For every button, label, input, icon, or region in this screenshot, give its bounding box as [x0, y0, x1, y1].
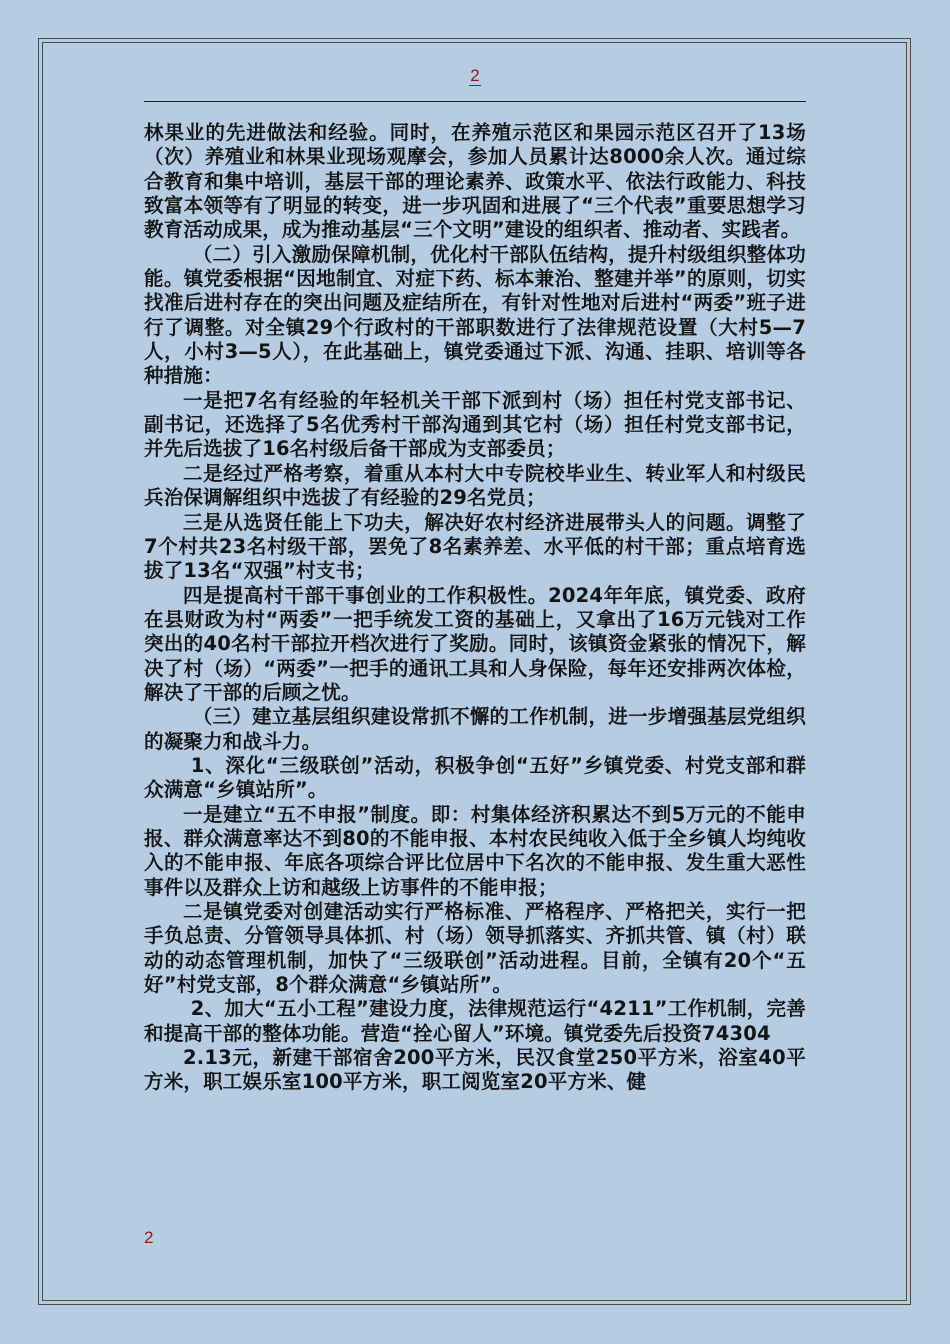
- paragraph-item-one-b: 二是镇党委对创建活动实行严格标准、严格程序、严格把关，实行一把手负总责、分管领导具体抓、村（场）领导抓落实、齐抓共管、镇（村）联动的动态管理机制，加快了“三级联创”活动进程。目前，全镇有20个“五好”村党支部，8个群众满意“乡镇站所”。: [144, 900, 806, 997]
- paragraph-measure-two: 二是经过严格考察，着重从本村大中专院校毕业生、转业军人和村级民兵治保调解组织中选拔了有经验的29名党员；: [144, 461, 806, 510]
- paragraph-item-two-cont: 2.13元，新建干部宿舍200平方米，民汉食堂250平方米，浴室40平方米，职工娱乐室100平方米，职工阅览室20平方米、健: [144, 1046, 806, 1094]
- footer-page-number: 2: [144, 1228, 154, 1247]
- paragraph-measure-one: 一是把7名有经验的年轻机关干部下派到村（场）担任村党支部书记、副书记，还选择了5名优秀村干部沟通到其它村（场）担任村党支部书记，并先后选拔了16名村级后备干部成为支部委员；: [144, 388, 806, 461]
- paragraph-item-one: 1、深化“三级联创”活动，积极争创“五好”乡镇党委、村党支部和群众满意“乡镇站所”。: [144, 753, 806, 802]
- paragraph-measure-three: 三是从选贤任能上下功夫，解决好农村经济进展带头人的问题。调整了7个村共23名村级干部，罢免了8名素养差、水平低的村干部；重点培育选拔了13名“双强”村支书；: [144, 510, 806, 583]
- header-page-number-text: 2: [470, 66, 480, 85]
- paragraph-section-three: （三）建立基层组织建设常抓不懈的工作机制，进一步增强基层党组织的凝聚力和战斗力。: [144, 705, 806, 753]
- paragraph-item-one-a: 一是建立“五不申报”制度。即：村集体经济积累达不到5万元的不能申报、群众满意率达不到80的不能申报、本村农民纯收入低于全乡镇人均纯收入的不能申报、年底各项综合评比位居中下名次的不能申报、发生重大恶性事件以及群众上访和越级上访事件的不能申报；: [144, 802, 806, 899]
- paragraph-measure-four: 四是提高村干部干事创业的工作积极性。2024年年底，镇党委、政府在县财政为村“两委”一把手统发工资的基础上，又拿出了16万元钱对工作突出的40名村干部拉开档次进行了奖励。同时，该镇资金紧张的情况下，解决了村（场）“两委”一把手的通讯工具和人身保险，每年还安排两次体检，解决了干部的后顾之忧。: [144, 583, 806, 704]
- document-body: [144, 121, 806, 1095]
- header-divider: [144, 101, 806, 102]
- paragraph-continuation: 林果业的先进做法和经验。同时，在养殖示范区和果园示范区召开了13场（次）养殖业和林果业现场观摩会，参加人员累计达8000余人次。通过综合教育和集中培训，基层干部的理论素养、政策水平、依法行政能力、科技致富本领等有了明显的转变，进一步巩固和进展了“三个代表”重要思想学习教育活动成果，成为推动基层“三个文明”建设的组织者、推动者、实践者。: [144, 121, 806, 242]
- paragraph-section-two: （二）引入激励保障机制，优化村干部队伍结构，提升村级组织整体功能。镇党委根据“因地制宜、对症下药、标本兼治、整建并举”的原则，切实找准后进村存在的突出问题及症结所在，有针对性地对后进村“两委”班子进行了调整。对全镇29个行政村的干部职数进行了法律规范设置（大村5—7人，小村3—5人），在此基础上，镇党委通过下派、沟通、挂职、培训等各种措施：: [144, 242, 806, 388]
- paragraph-item-two: 2、加大“五小工程”建设力度，法律规范运行“4211”工作机制，完善和提高干部的整体功能。营造“拴心留人”环境。镇党委先后投资74304: [144, 997, 806, 1045]
- header-page-number: [0, 66, 950, 86]
